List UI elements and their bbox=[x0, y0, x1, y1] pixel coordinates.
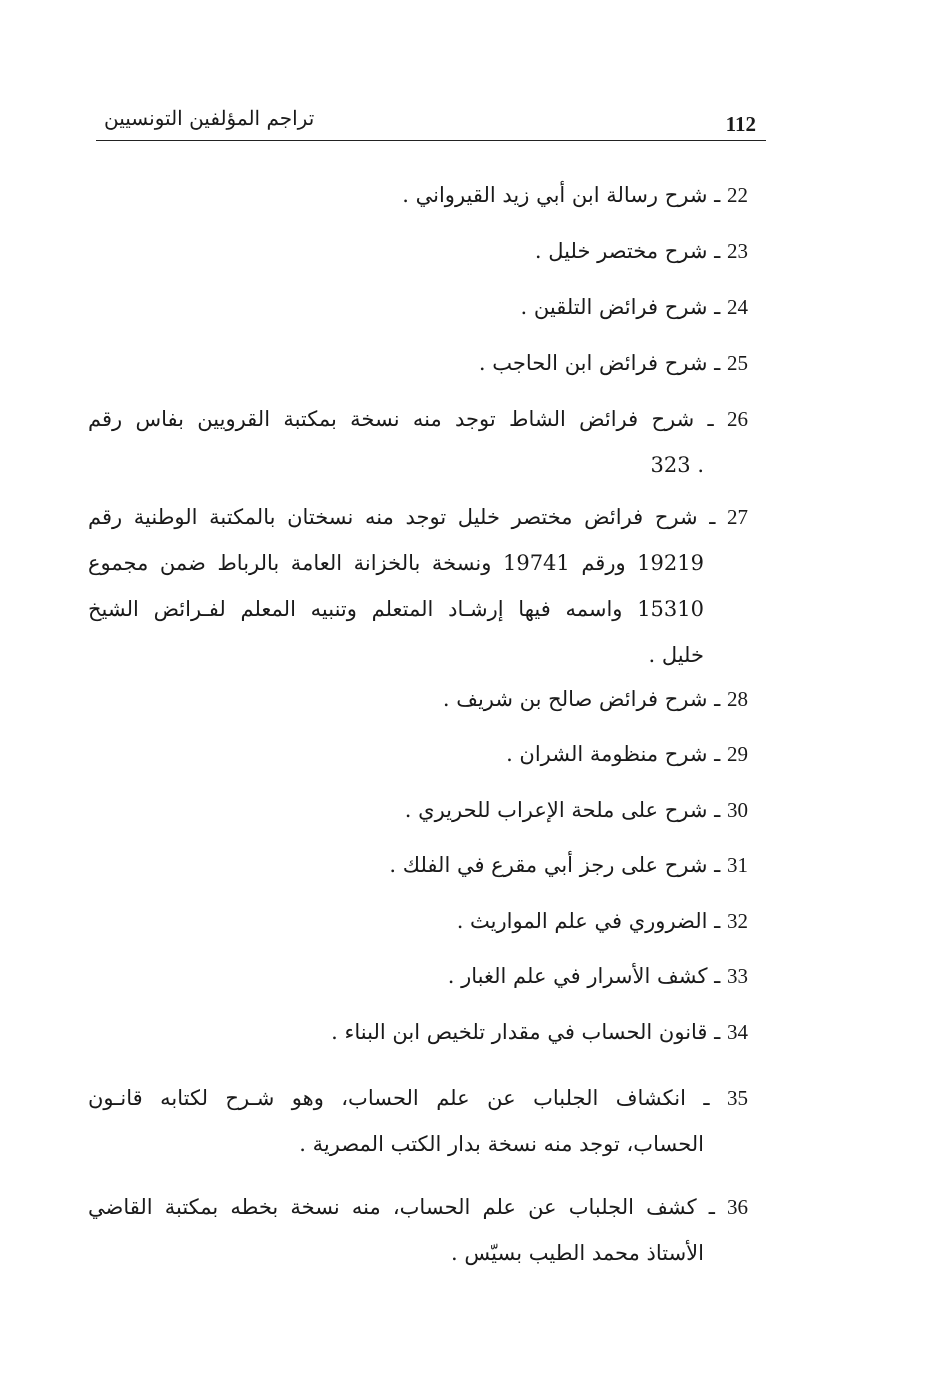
entry-number: 35 bbox=[727, 1086, 748, 1110]
list-item bbox=[88, 1009, 748, 1055]
list-item bbox=[88, 494, 748, 678]
list-item bbox=[88, 731, 748, 777]
list-item bbox=[88, 842, 748, 888]
entry-text: ـ شرح فرائض الشاط توجد منه نسخة بمكتبة القرويين بفاس رقم bbox=[88, 407, 714, 431]
entry-text-continuation: خليل . bbox=[648, 643, 704, 667]
entry-text-continuation: . 323 bbox=[650, 453, 704, 477]
list-item bbox=[88, 787, 748, 833]
entry-list bbox=[88, 0, 748, 1381]
entry-text-continuation: الأستاذ محمد الطيب بسيّس . bbox=[451, 1241, 704, 1265]
entry-number: 27 bbox=[727, 505, 748, 529]
list-item bbox=[88, 284, 748, 330]
entry-text: ـ شرح فرائض مختصر خليل توجد منه نسختان بالمكتبة الوطنية رقم bbox=[88, 505, 716, 529]
list-item bbox=[88, 1075, 748, 1167]
entry-text: ـ شرح على ملحة الإعراب للحريري . bbox=[404, 798, 721, 822]
entry-text: ـ شرح مختصر خليل . bbox=[534, 239, 721, 263]
entry-text: ـ شرح على رجز أبي مقرع في الفلك . bbox=[389, 853, 721, 877]
entry-number: 30 bbox=[727, 798, 748, 822]
entry-text: ـ شرح فرائض التلقين . bbox=[520, 295, 721, 319]
entry-text: ـ الضروري في علم المواريث . bbox=[456, 909, 721, 933]
entry-number: 32 bbox=[727, 909, 748, 933]
entry-number: 33 bbox=[727, 964, 748, 988]
entry-number: 34 bbox=[727, 1020, 748, 1044]
entry-number: 23 bbox=[727, 239, 748, 263]
list-item bbox=[88, 340, 748, 386]
entry-text: ـ شرح فرائض صالح بن شريف . bbox=[442, 687, 721, 711]
entry-text: ـ انكشاف الجلباب عن علم الحساب، وهو شـرح لكتابه قانـون bbox=[88, 1086, 710, 1110]
entry-number: 26 bbox=[726, 407, 748, 431]
entry-number: 28 bbox=[727, 687, 748, 711]
entry-number: 36 bbox=[727, 1195, 748, 1219]
entry-text: ـ شرح منظومة الشران . bbox=[506, 742, 721, 766]
entry-number: 31 bbox=[727, 853, 748, 877]
running-title: تراجم المؤلفين التونسيين bbox=[104, 106, 315, 130]
list-item bbox=[88, 953, 748, 999]
entry-text: ـ شرح فرائض ابن الحاجب . bbox=[478, 351, 721, 375]
entry-text: ـ كشف الجلباب عن علم الحساب، منه نسخة بخطه بمكتبة القاضي bbox=[88, 1195, 715, 1219]
list-item bbox=[88, 228, 748, 274]
entry-number: 24 bbox=[727, 295, 748, 319]
entry-number: 29 bbox=[727, 742, 748, 766]
list-item bbox=[88, 676, 748, 722]
page-number: 112 bbox=[725, 112, 756, 136]
list-item bbox=[88, 396, 748, 488]
entry-text-continuation: الحساب، توجد منه نسخة بدار الكتب المصرية . bbox=[299, 1132, 704, 1156]
entry-text-continuation: 15310 واسمه فيها إرشـاد المتعلم وتنبيه المعلم لفـرائض الشيخ bbox=[88, 597, 704, 621]
list-item bbox=[88, 898, 748, 944]
list-item bbox=[88, 172, 748, 218]
list-item bbox=[88, 1184, 748, 1276]
entry-number: 22 bbox=[727, 183, 748, 207]
entry-text: ـ كشف الأسرار في علم الغبار . bbox=[447, 964, 721, 988]
entry-number: 25 bbox=[727, 351, 748, 375]
entry-text-continuation: 19219 ورقم 19741 ونسخة بالخزانة العامة بالرباط ضمن مجموع bbox=[88, 551, 704, 575]
entry-text: ـ شرح رسالة ابن أبي زيد القيرواني . bbox=[402, 183, 721, 207]
entry-text: ـ قانون الحساب في مقدار تلخيص ابن البناء . bbox=[331, 1020, 721, 1044]
